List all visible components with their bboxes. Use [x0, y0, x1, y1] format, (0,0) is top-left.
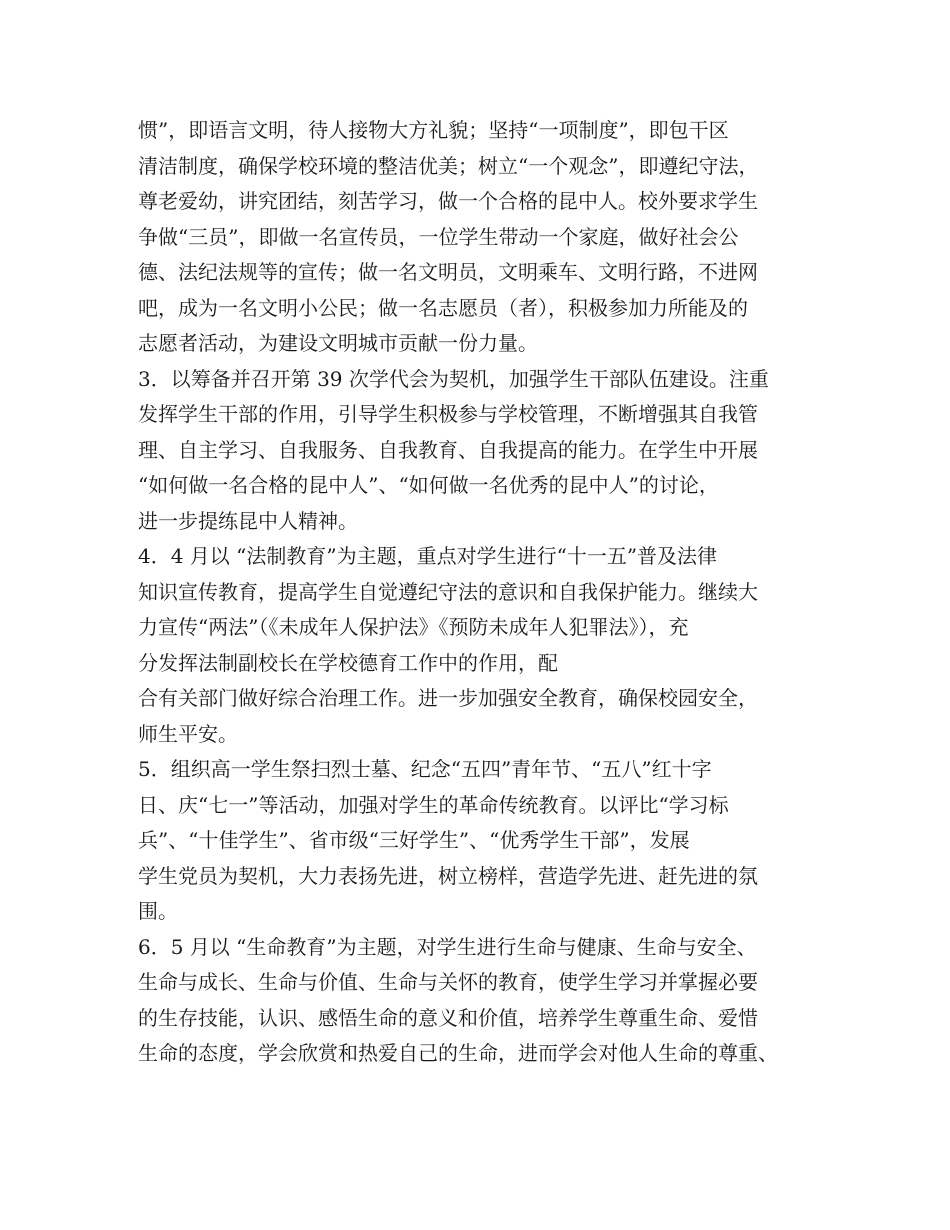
text-line: 日、庆“七一”等活动，加强对学生的革命传统教育。以评比“学习标	[138, 792, 729, 817]
text-line: 力宣传“两法”（《未成年人保护法》《预防未成年人犯罪法》），充	[138, 615, 689, 639]
text-line: 志愿者活动，为建设文明城市贡献一份力量。	[138, 331, 538, 355]
text-line: 争做“三员”，即做一名宣传员，一位学生带动一个家庭，做好社会公	[138, 224, 739, 249]
text-line: 4．4 月以 “法制教育”为主题，重点对学生进行“十一五”普及法律	[138, 544, 718, 568]
text-line: 的生存技能，认识、感悟生命的意义和价值，培养学生尊重生命、爱惜	[138, 1005, 758, 1030]
text-line: 围。	[138, 899, 178, 923]
text-line: 3．以筹备并召开第 39 次学代会为契机，加强学生干部队伍建设。注重	[138, 366, 769, 391]
text-line: 清洁制度，确保学校环境的整洁优美；树立“一个观念”，即遵纪守法，	[138, 153, 759, 178]
text-line: 师生平安。	[138, 721, 238, 746]
text-line: 进一步提练昆中人精神。	[138, 508, 358, 533]
text-line: 尊老爱幼，讲究团结，刻苦学习，做一个合格的昆中人。校外要求学生	[138, 189, 758, 213]
body-text	[138, 113, 838, 1072]
text-line: 德、法纪法规等的宣传；做一名文明员，文明乘车、文明行路，不进网	[138, 260, 758, 284]
text-line: 分发挥法制副校长在学校德育工作中的作用，配	[138, 650, 558, 675]
text-line: 学生党员为契机，大力表扬先进，树立榜样，营造学先进、赶先进的氛	[138, 863, 758, 888]
text-line: 生命的态度，学会欣赏和热爱自己的生命，进而学会对他人生命的尊重、	[138, 1041, 778, 1065]
text-line: 理、自主学习、自我服务、自我教育、自我提高的能力。在学生中开展	[138, 437, 758, 462]
text-line: 合有关部门做好综合治理工作。进一步加强安全教育，确保校园安全，	[138, 686, 758, 710]
text-line: 吧，成为一名文明小公民；做一名志愿员（者），积极参加力所能及的	[138, 295, 748, 320]
text-line: “如何做一名合格的昆中人”、“如何做一名优秀的昆中人”的讨论，	[138, 473, 719, 497]
text-line: 生命与成长、生命与价值、生命与关怀的教育，使学生学习并掌握必要	[138, 970, 758, 994]
text-line: 发挥学生干部的作用，引导学生积极参与学校管理，不断增强其自我管	[138, 402, 758, 426]
text-line: 5．组织高一学生祭扫烈士墓、纪念“五四”青年节、“五八”红十字	[138, 757, 712, 781]
text-line: 知识宣传教育，提高学生自觉遵纪守法的意识和自我保护能力。继续大	[138, 579, 758, 604]
text-line: 兵”、“十佳学生”、省市级“三好学生”、“优秀学生干部”，发展	[138, 828, 690, 852]
text-line: 惯”，即语言文明，待人接物大方礼貌；坚持“一项制度”，即包干区	[138, 118, 729, 142]
text-line: 6．5 月以 “生命教育”为主题，对学生进行生命与健康、生命与安全、	[138, 934, 757, 959]
